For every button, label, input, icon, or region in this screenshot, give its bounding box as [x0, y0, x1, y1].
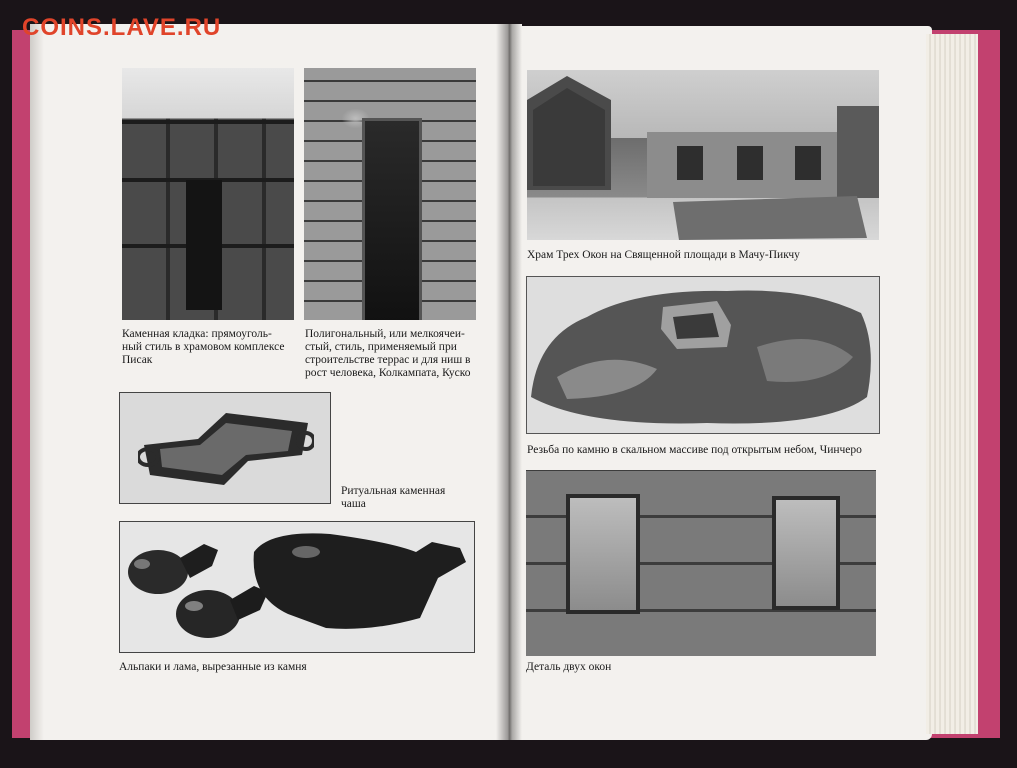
caption-ritual-bowl: Ритуальная каменная чаша	[341, 485, 446, 510]
photo-rock-carving	[526, 276, 880, 434]
watermark: COINS.LAVE.RU	[22, 14, 222, 41]
page-fore-edge	[926, 34, 978, 734]
photo-pisac-masonry	[122, 68, 294, 320]
caption-pisac: Каменная кладка: прямоуголь- ный стиль в храмовом комплексе Писак	[122, 328, 285, 366]
caption-temple: Храм Трех Окон на Священной площади в Мачу-Пикчу	[527, 249, 800, 261]
caption-rock: Резьба по камню в скальном массиве под открытым небом, Чинчеро	[527, 444, 862, 456]
caption-windows: Деталь двух окон	[526, 661, 612, 673]
caption-polygonal: Полигональный, или мелкоячеи- стый, стиль, применяемый при строительстве террас и для ниш в рост человека, Колкампата, Куско	[305, 328, 471, 379]
photo-temple-three-windows	[527, 70, 879, 240]
book-gutter	[496, 24, 522, 740]
photo-two-windows	[526, 470, 876, 656]
left-page-edge-shadow	[30, 24, 44, 740]
photo-alpaca-llama-figures	[119, 521, 475, 653]
photo-polygonal-masonry	[304, 68, 476, 320]
photo-ritual-bowl	[119, 392, 331, 504]
caption-alpacas: Альпаки и лама, вырезанные из камня	[119, 661, 307, 673]
